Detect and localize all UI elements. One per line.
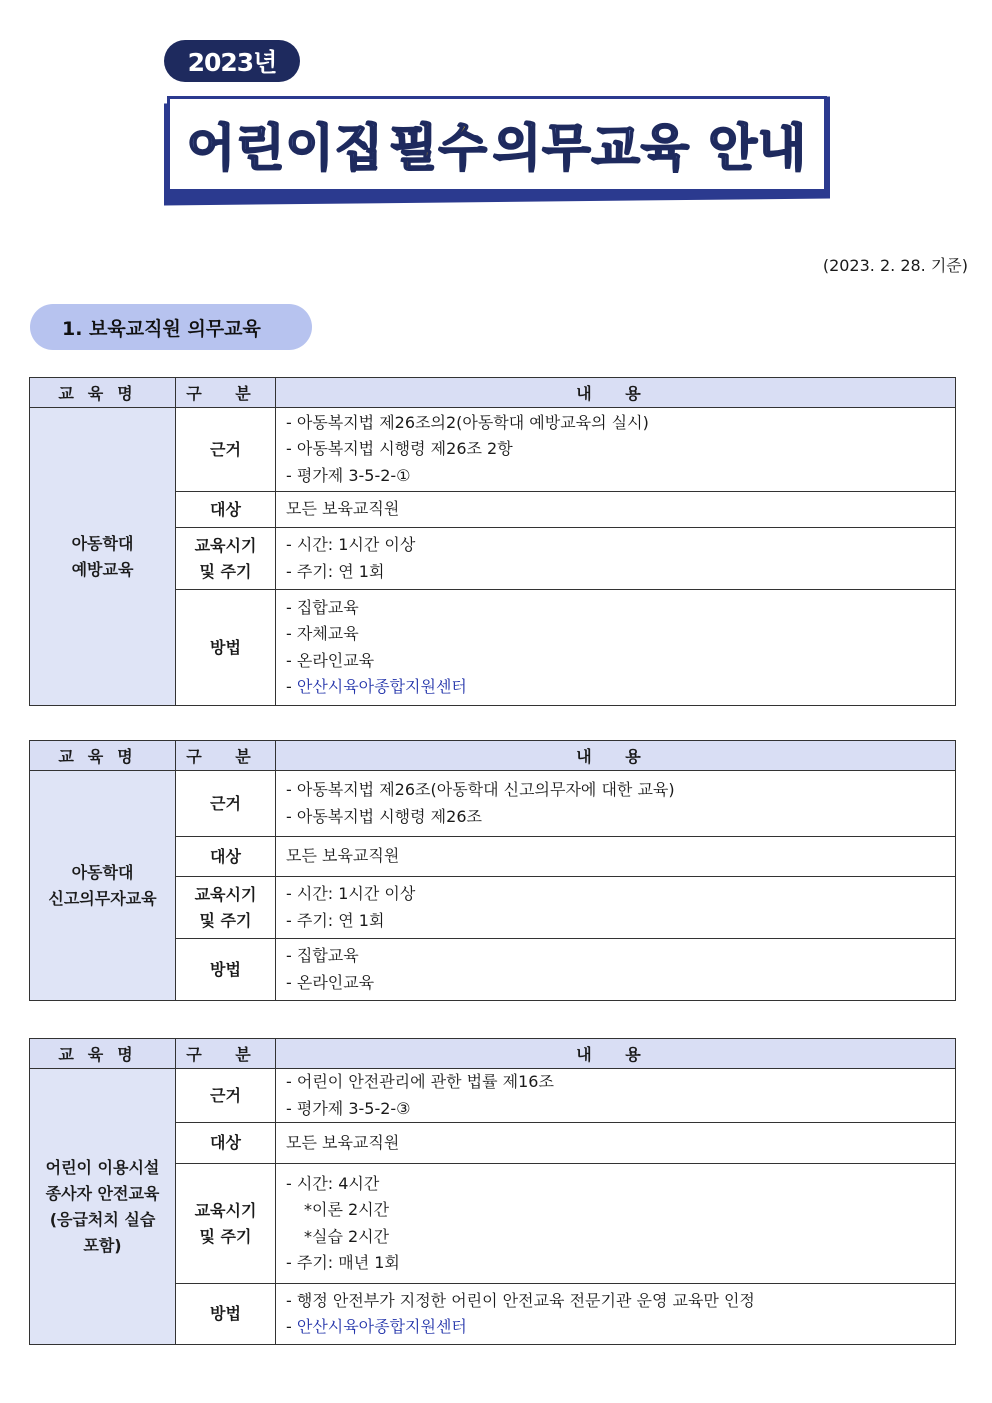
content-line: - 집합교육 bbox=[286, 597, 359, 617]
category-label: 및 주기 bbox=[199, 561, 252, 581]
education-name bbox=[30, 1069, 176, 1345]
category-cell bbox=[176, 1164, 276, 1284]
content-line: - 주기: 연 1회 bbox=[286, 910, 385, 930]
category-label: 방법 bbox=[210, 1304, 241, 1323]
title-part3: 의무교육 안내 bbox=[492, 119, 808, 177]
name-line: 신고의무자교육 bbox=[48, 888, 157, 908]
category-cell bbox=[176, 408, 276, 492]
category-label: 교육시기 bbox=[194, 1200, 257, 1220]
category-label: 대상 bbox=[210, 846, 241, 866]
content-line: - 자체교육 bbox=[286, 624, 359, 643]
content-line: - 온라인교육 bbox=[286, 972, 375, 992]
category-label: 및 주기 bbox=[199, 910, 252, 930]
content-line: - 아동복지법 제26조의2(아동학대 예방교육의 실시) bbox=[286, 412, 649, 432]
content-cell bbox=[276, 492, 956, 528]
header-category: 구 분 bbox=[176, 741, 276, 771]
table-header-row bbox=[30, 741, 956, 771]
bullet: - bbox=[286, 677, 297, 696]
category-label: 교육시기 bbox=[194, 884, 257, 904]
header-content: 내 용 bbox=[276, 378, 956, 408]
content-cell bbox=[276, 1069, 956, 1123]
category-cell bbox=[176, 1123, 276, 1164]
name-line: 포함) bbox=[83, 1235, 122, 1255]
content-line bbox=[286, 1314, 945, 1341]
content-cell bbox=[276, 408, 956, 492]
content-line: - 주기: 연 1회 bbox=[286, 561, 385, 581]
date-note: (2023. 2. 28. 기준) bbox=[822, 256, 968, 275]
category-cell bbox=[176, 771, 276, 837]
content-line: 모든 보육교직원 bbox=[286, 499, 400, 519]
name-line: 어린이 이용시설 bbox=[45, 1157, 160, 1177]
center-link[interactable]: 안산시육아종합지원센터 bbox=[296, 677, 467, 696]
content-cell bbox=[276, 528, 956, 590]
content-line: - 평가제 3-5-2-① bbox=[286, 465, 411, 485]
content-cell bbox=[276, 771, 956, 837]
category-cell bbox=[176, 492, 276, 528]
content-cell bbox=[276, 837, 956, 877]
content-line: 모든 보육교직원 bbox=[286, 846, 400, 866]
content-line bbox=[286, 674, 945, 701]
year-badge: 2023년 bbox=[164, 40, 300, 82]
content-cell bbox=[276, 877, 956, 939]
category-cell bbox=[176, 590, 276, 706]
title-part2: 필수 bbox=[389, 119, 488, 177]
content-line: - 평가제 3-5-2-③ bbox=[286, 1098, 411, 1118]
category-label: 방법 bbox=[210, 959, 241, 979]
content-cell bbox=[276, 1123, 956, 1164]
name-line: 예방교육 bbox=[71, 559, 134, 579]
category-label: 및 주기 bbox=[199, 1226, 252, 1246]
category-label: 근거 bbox=[210, 1085, 241, 1105]
title-banner bbox=[167, 96, 827, 192]
education-name bbox=[30, 408, 176, 706]
category-label: 방법 bbox=[210, 637, 241, 657]
name-line: 종사자 안전교육 bbox=[45, 1183, 160, 1203]
content-line: - 어린이 안전관리에 관한 법률 제16조 bbox=[286, 1072, 554, 1091]
category-cell bbox=[176, 837, 276, 877]
header-category: 구 분 bbox=[176, 378, 276, 408]
header-content: 내 용 bbox=[276, 741, 956, 771]
header-content: 내 용 bbox=[276, 1039, 956, 1069]
header-name: 교육명 bbox=[30, 378, 176, 408]
header-name: 교육명 bbox=[30, 1039, 176, 1069]
table-header-row bbox=[30, 378, 956, 408]
content-line: - 집합교육 bbox=[286, 946, 359, 965]
education-table-3 bbox=[29, 1038, 956, 1345]
name-line: 아동학대 bbox=[71, 862, 134, 882]
content-line: - 아동복지법 시행령 제26조 2항 bbox=[286, 439, 513, 459]
section-title: 1. 보육교직원 의무교육 bbox=[30, 304, 312, 350]
table-row bbox=[30, 408, 956, 492]
content-line: - 시간: 1시간 이상 bbox=[286, 884, 416, 903]
category-label: 대상 bbox=[210, 499, 241, 519]
content-line: - 온라인교육 bbox=[286, 650, 375, 670]
table-header-row bbox=[30, 1039, 956, 1069]
content-line: - 아동복지법 시행령 제26조 bbox=[286, 806, 482, 826]
content-cell bbox=[276, 939, 956, 1001]
content-line: - 행정 안전부가 지정한 어린이 안전교육 전문기관 운영 교육만 인정 bbox=[286, 1290, 755, 1310]
category-cell bbox=[176, 528, 276, 590]
category-cell bbox=[176, 939, 276, 1001]
education-table-2 bbox=[29, 740, 956, 1001]
category-label: 근거 bbox=[210, 793, 241, 813]
content-line: - 시간: 4시간 bbox=[286, 1173, 380, 1193]
header-name: 교육명 bbox=[30, 741, 176, 771]
header-category: 구 분 bbox=[176, 1039, 276, 1069]
name-line: 아동학대 bbox=[71, 533, 134, 553]
bullet: - bbox=[286, 1317, 297, 1336]
title-part1: 어린이집 bbox=[186, 119, 385, 177]
category-label: 대상 bbox=[210, 1133, 241, 1152]
content-line: *실습 2시간 bbox=[304, 1226, 390, 1246]
center-link[interactable]: 안산시육아종합지원센터 bbox=[296, 1317, 467, 1336]
category-cell bbox=[176, 877, 276, 939]
education-name bbox=[30, 771, 176, 1001]
content-line: - 아동복지법 제26조(아동학대 신고의무자에 대한 교육) bbox=[286, 780, 675, 799]
content-line: - 시간: 1시간 이상 bbox=[286, 535, 416, 554]
name-line: (응급처치 실습 bbox=[49, 1209, 156, 1229]
content-line: - 주기: 매년 1회 bbox=[286, 1253, 400, 1272]
content-cell bbox=[276, 1284, 956, 1345]
content-line: *이론 2시간 bbox=[304, 1200, 390, 1219]
education-table-1 bbox=[29, 377, 956, 706]
category-cell bbox=[176, 1069, 276, 1123]
content-cell bbox=[276, 1164, 956, 1284]
table-row bbox=[30, 771, 956, 837]
content-line: 모든 보육교직원 bbox=[286, 1132, 400, 1152]
content-cell bbox=[276, 590, 956, 706]
table-row bbox=[30, 1069, 956, 1123]
category-label: 교육시기 bbox=[194, 535, 257, 555]
category-label: 근거 bbox=[210, 439, 241, 459]
category-cell bbox=[176, 1284, 276, 1345]
